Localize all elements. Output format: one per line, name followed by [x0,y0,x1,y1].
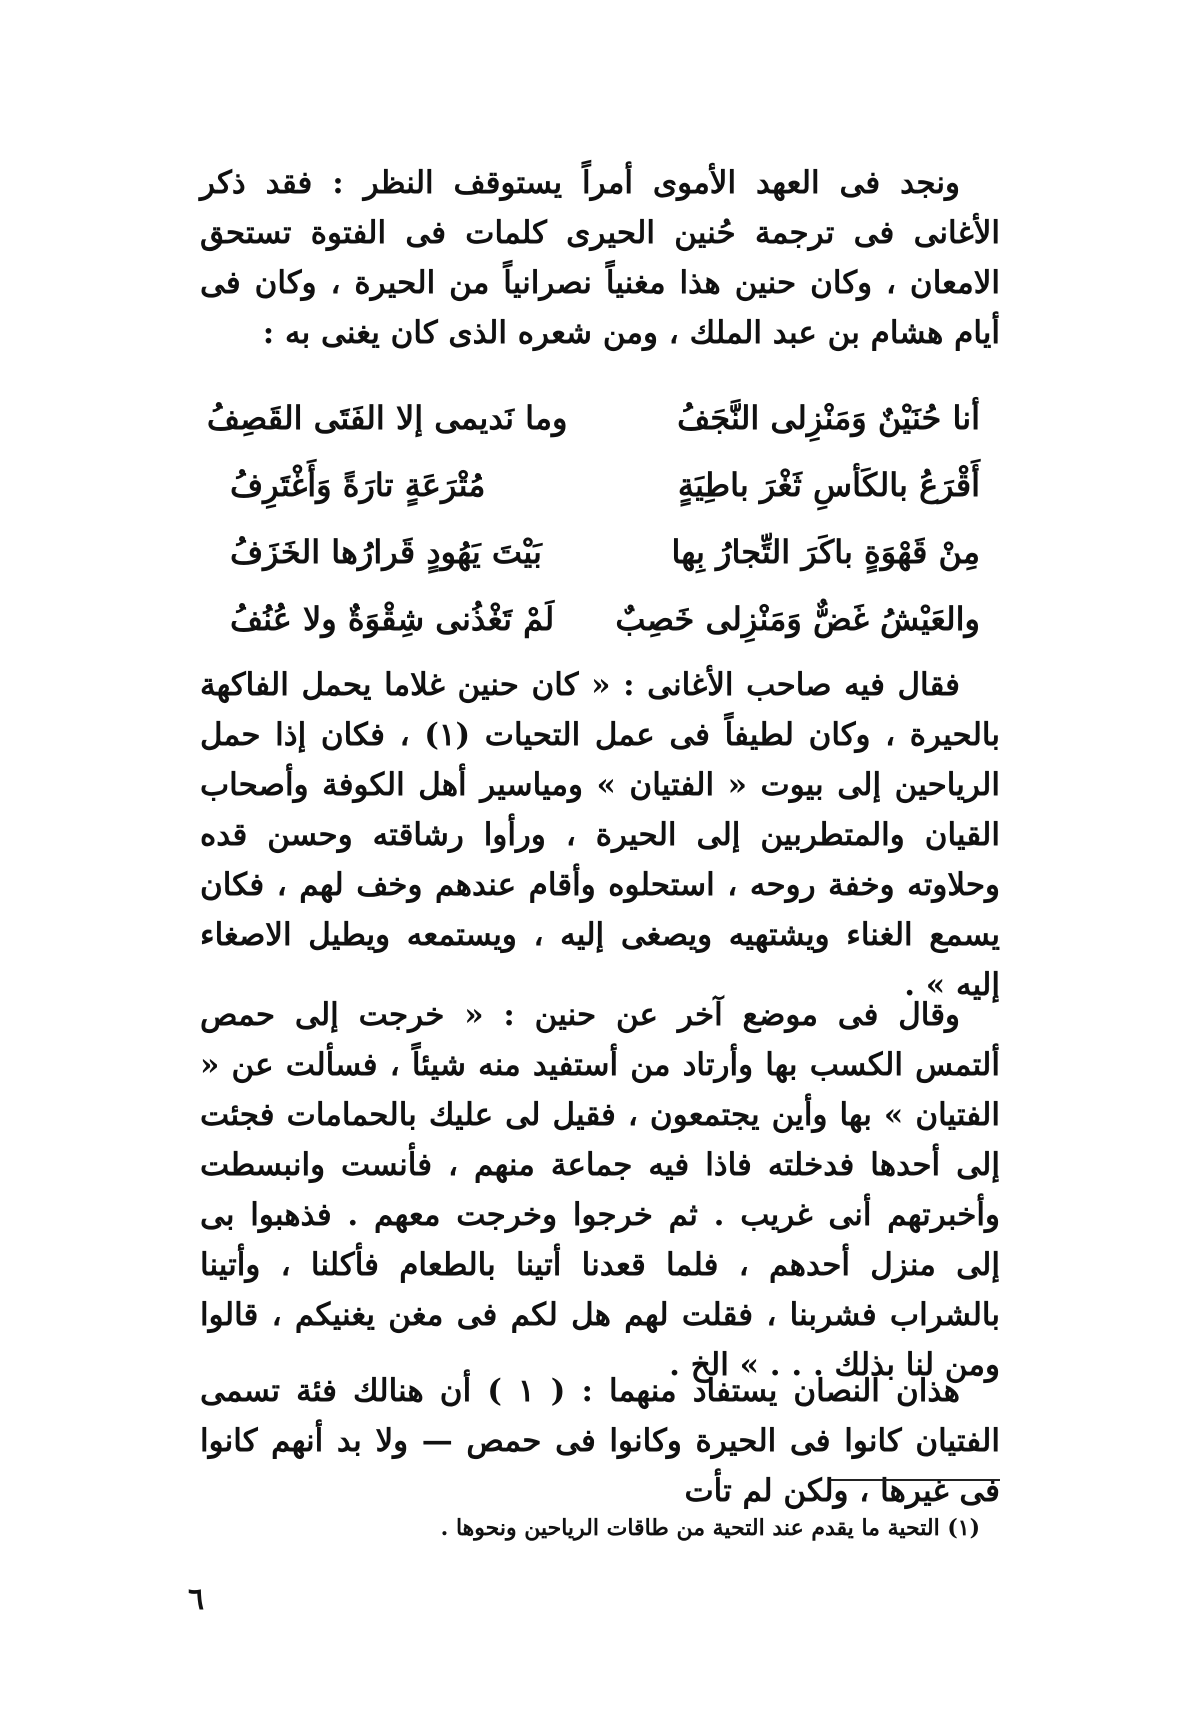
poem-verse [230,519,980,586]
paragraph-text: وقال فى موضع آخر عن حنين : « خرجت إلى حمص ألتمس الكسب بها وأرتاد من أستفيد منه شيئاً ، فسألت عن « الفتيان » بها وأين يجتمعون ، فقيل لى عليك بالحمامات فجئت إلى أحدها فدخلته فاذا فيه جماعة منهم ، فأنست وانبسطت وأخبرتهم أنى غريب . ثم خرجوا وخرجت معهم . فذهبوا بى إلى منزل أحدهم ، فلما قعدنا أتينا بالطعام فأكلنا ، وأتينا بالشراب فشربنا ، فقلت لهم هل لكم فى مغن يغنيكم ، قالوا ومن لنا بذلك . . . » الخ . [200,997,1000,1383]
paragraph-hims-quote [200,990,1000,1390]
verse-second-hemistich: بَيْتَ يَهُودٍ قَرارُها الخَزَفُ [230,533,542,571]
paragraph-text: هذان النصان يستفاد منهما : ( ١ ) أن هنالك فئة تسمى الفتيان كانوا فى الحيرة وكانوا فى حمص — ولا بد أنهم كانوا فى غيرها ، ولكن لم تأت [200,1373,1000,1509]
poem-verse [230,586,980,653]
verse-second-hemistich: مُتْرَعَةٍ تارَةً وَأَغْتَرِفُ [230,466,486,504]
paragraph-aghani-quote [200,660,1000,1010]
footnote: (١) التحية ما يقدم عند التحية من طاقات الرياحين ونحوها . [440,1515,980,1541]
verse-first-hemistich: والعَيْشُ غَضٌّ وَمَنْزِلى خَصِبٌ [615,600,980,638]
paragraph-intro [200,158,1000,358]
verse-second-hemistich: لَمْ تَغْذُنى شِقْوَةٌ ولا عُنُفُ [230,600,555,638]
paragraph-text: فقال فيه صاحب الأغانى : « كان حنين غلاما يحمل الفاكهة بالحيرة ، وكان لطيفاً فى عمل التحيات (١) ، فكان إذا حمل الرياحين إلى بيوت « الفتيان » ومياسير أهل الكوفة وأصحاب القيان والمتطربين إلى الحيرة ، ورأوا رشاقته وحسن قده وحلاوته وخفة روحه ، استحلوه وأقام عندهم وخف لهم ، فكان يسمع الغناء ويشتهيه ويصغى إليه ، ويستمعه ويطيل الاصغاء إليه » . [200,667,1000,1003]
paragraph-text: ونجد فى العهد الأموى أمراً يستوقف النظر : فقد ذكر الأغانى فى ترجمة حُنين الحيرى كلمات فى الفتوة تستحق الامعان ، وكان حنين هذا مغنياً نصرانياً من الحيرة ، وكان فى أيام هشام بن عبد الملك ، ومن شعره الذى كان يغنى به : [200,165,1000,351]
verse-first-hemistich: أَقْرَعُ بالكَأسِ ثَغْرَ باطِيَةٍ [677,466,980,504]
verse-second-hemistich: وما نَديمى إلا الفَتَى القَصِفُ [206,399,568,437]
paragraph-conclusion [200,1366,1000,1516]
page-number: ٦ [187,1582,205,1617]
verse-first-hemistich: مِنْ قَهْوَةٍ باكَرَ التِّجارُ بِها [671,533,980,571]
poem [206,385,980,653]
poem-verse [206,385,980,452]
footnote-separator [830,1479,1000,1481]
verse-first-hemistich: أنا حُنَيْنٌ وَمَنْزِلى النَّجَفُ [677,399,980,437]
poem-verse [230,452,980,519]
